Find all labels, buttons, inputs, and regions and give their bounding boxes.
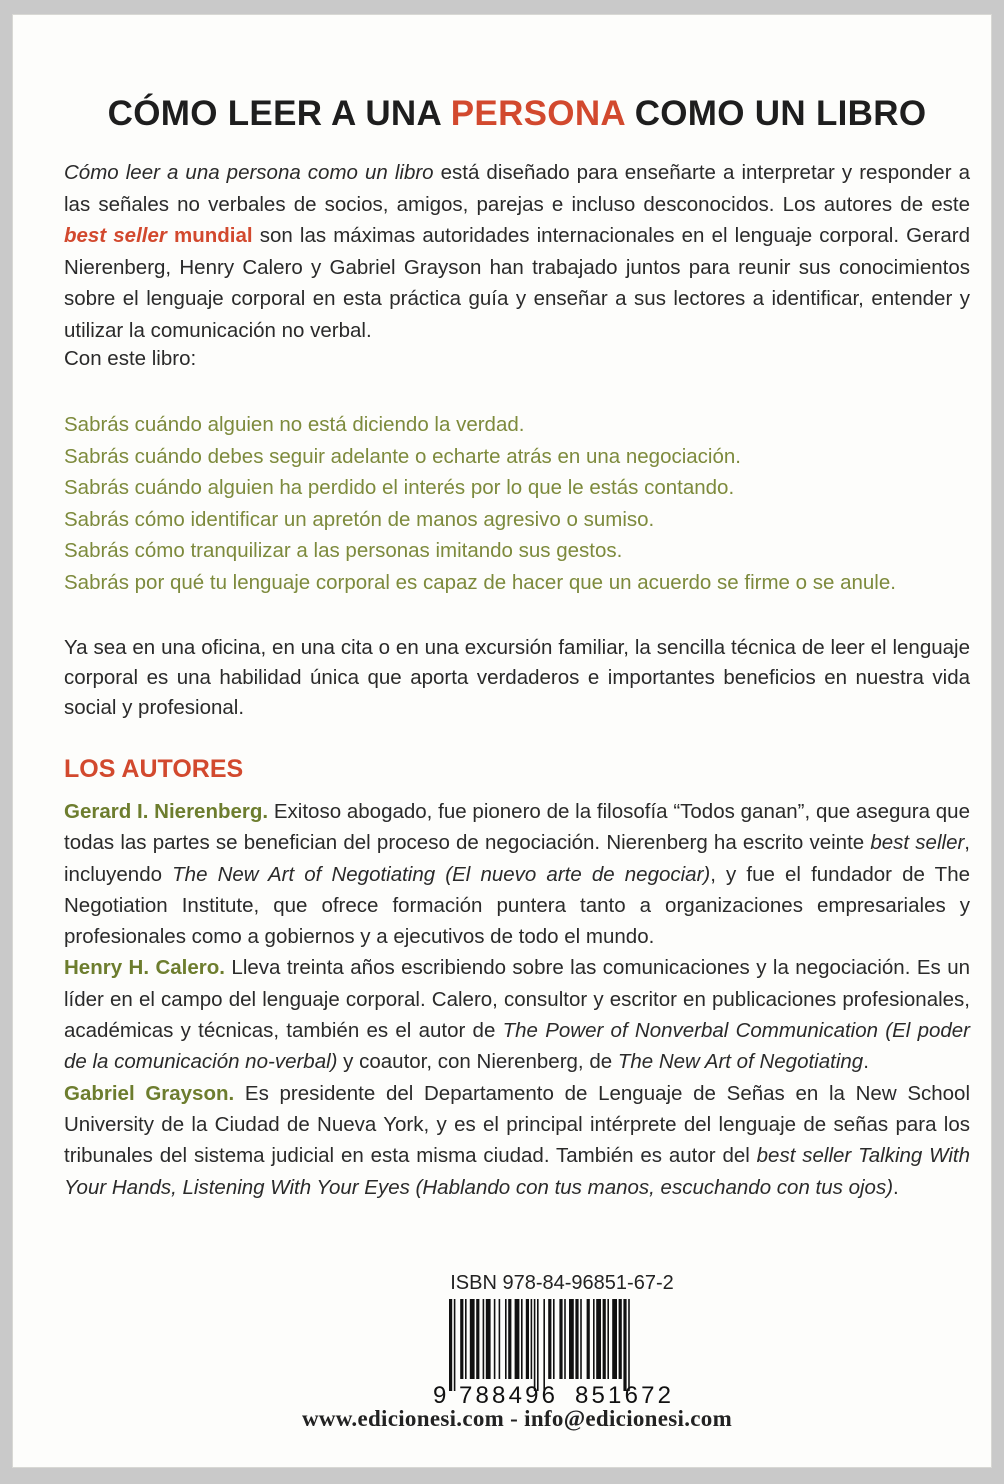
intro-best-seller: best seller bbox=[64, 224, 167, 247]
book-back-cover bbox=[12, 14, 992, 1468]
bio-text: Es presidente del Departamento de Lenguaje de Señas en la New School University de la Ciudad de Nueva York, y es el principal intérprete del lenguaje de señas para los tribunales del sistema judicial en esta misma ciudad. También es autor del bbox=[64, 1081, 970, 1168]
barcode-bar bbox=[537, 1299, 539, 1391]
intro-with-book: Con este libro: bbox=[64, 347, 197, 370]
bio-text: Lleva treinta años escribiendo sobre las comunicaciones y la negociación. Es un líder en el campo del lenguaje corporal. Calero, consultor y escritor en publicaciones profesionales, académicas y técnicas, también es el autor de bbox=[64, 956, 970, 1043]
barcode-bar bbox=[548, 1299, 551, 1379]
author-bio-gabriel bbox=[64, 1078, 970, 1203]
barcode-bar bbox=[628, 1299, 630, 1391]
barcode-bar bbox=[499, 1299, 501, 1379]
benefit-item: Sabrás cuándo debes seguir adelante o echarte atrás en una negociación. bbox=[64, 444, 741, 468]
barcode-bar bbox=[543, 1299, 545, 1391]
barcode-bar bbox=[553, 1299, 555, 1379]
bio-text: . bbox=[893, 1175, 899, 1199]
barcode-bar bbox=[526, 1299, 529, 1379]
author-bio-gerard bbox=[64, 796, 970, 952]
bio-italic: best seller Talking With Your Hands, Listening With Your Eyes (Hablando con tus manos, escuchando con tus ojos) bbox=[64, 1144, 970, 1199]
bio-italic: The New Art of Negotiating (El nuevo arte de negociar) bbox=[172, 862, 711, 886]
barcode-bar bbox=[515, 1299, 520, 1379]
intro-text1: está diseñado para enseñarte a interpretar y responder a las señales no verbales de socios, amigos, parejas e incluso desconocidos. Los autores de este bbox=[64, 161, 970, 216]
barcode-bar bbox=[486, 1299, 491, 1379]
barcode-bar bbox=[575, 1299, 578, 1379]
intro-paragraph bbox=[64, 157, 970, 346]
authors-heading: LOS AUTORES bbox=[64, 755, 244, 783]
barcode-bar bbox=[508, 1299, 511, 1379]
benefit-item: Sabrás cuándo alguien no está diciendo la verdad. bbox=[64, 413, 525, 436]
barcode-digits-right: 851672 bbox=[575, 1382, 671, 1409]
title-highlight: PERSONA bbox=[450, 94, 625, 133]
intro-mundial: mundial bbox=[166, 224, 253, 247]
author-name: Henry H. Calero. bbox=[64, 956, 225, 980]
bio-text: , incluyendo bbox=[64, 831, 970, 886]
benefit-item: Sabrás cómo tranquilizar a las personas imitando sus gestos. bbox=[64, 539, 623, 562]
barcode-bar bbox=[505, 1299, 507, 1379]
bio-italic: The Power of Nonverbal Communication (El poder de la comunicación no-verbal) bbox=[64, 1019, 971, 1074]
author-name: Gerard I. Nierenberg. bbox=[64, 800, 269, 823]
benefit-item: Sabrás cuándo alguien ha perdido el interés por lo que le estás contando. bbox=[64, 476, 735, 499]
barcode-bar bbox=[470, 1299, 475, 1379]
author-bio-henry bbox=[64, 952, 970, 1077]
barcode-image bbox=[427, 1299, 697, 1409]
barcode-bar bbox=[454, 1299, 456, 1391]
publisher-website: www.edicionesi.com - info@edicionesi.com bbox=[301, 1406, 733, 1431]
author-bios bbox=[64, 796, 970, 1203]
barcode-bar bbox=[494, 1299, 496, 1379]
barcode-bar bbox=[623, 1299, 626, 1391]
closing-paragraph: Ya sea en una oficina, en una cita o en una excursión familiar, la sencilla técnica de leer el lenguaje corporal es una habilidad única que aporta verdaderos e importantes beneficios en nuestra vida social y profesional. bbox=[64, 636, 970, 719]
bio-italic: best seller bbox=[870, 831, 965, 855]
author-name: Gabriel Grayson. bbox=[64, 1081, 235, 1105]
barcode-bar bbox=[593, 1299, 595, 1379]
barcode-bar bbox=[612, 1299, 617, 1379]
barcode-bar bbox=[580, 1299, 582, 1379]
bio-text: Exitoso abogado, fue pionero de la filosofía “Todos ganan”, que asegura que todas las partes se benefician del proceso de negociación. Nierenberg ha escrito veinte bbox=[64, 800, 970, 855]
barcode-bar bbox=[564, 1299, 566, 1379]
page-title bbox=[64, 94, 970, 134]
isbn-label: ISBN 978-84-96851-67-2 bbox=[450, 1272, 674, 1294]
barcode-bar bbox=[531, 1299, 533, 1379]
bio-text: y coautor, con Nierenberg, de bbox=[337, 1050, 618, 1074]
barcode-bar bbox=[559, 1299, 562, 1379]
barcode-bar bbox=[587, 1299, 590, 1379]
intro-text2: son las máximas autoridades internacionales en el lenguaje corporal. Gerard Nierenberg, Henry Calero y Gabriel Grayson han trabajado juntos para reunir sus conocimientos sobre el lenguaje corporal en esta práctica guía y enseñar a sus lectores a identificar, entender y utilizar la comunicación no verbal. bbox=[64, 224, 970, 342]
benefit-item: Sabrás por qué tu lenguaje corporal es capaz de hacer que un acuerdo se firme o se anule. bbox=[64, 570, 896, 594]
title-part1: CÓMO LEER A UNA bbox=[107, 94, 451, 133]
bio-text: . bbox=[863, 1050, 869, 1074]
barcode-bar bbox=[521, 1299, 523, 1379]
barcode-bar bbox=[483, 1299, 485, 1379]
intro-book-title: Cómo leer a una persona como un libro bbox=[64, 161, 434, 184]
barcode-bar bbox=[476, 1299, 479, 1379]
barcode-bar bbox=[596, 1299, 601, 1379]
barcode-bar bbox=[465, 1299, 467, 1379]
barcode-bar bbox=[569, 1299, 574, 1379]
isbn-barcode bbox=[427, 1272, 697, 1409]
title-part2: COMO UN LIBRO bbox=[624, 94, 927, 133]
barcode-bar bbox=[619, 1299, 622, 1379]
benefit-item: Sabrás cómo identificar un apretón de manos agresivo o sumiso. bbox=[64, 507, 655, 531]
bio-text: , y fue el fundador de The Negotiation Institute, que ofrece formación puntera tanto a organizaciones empresariales y profesionales como a gobiernos y a ejecutivos de todo el mundo. bbox=[64, 862, 970, 949]
barcode-bar bbox=[449, 1299, 452, 1391]
bio-italic: The New Art of Negotiating bbox=[617, 1050, 864, 1074]
benefits-list bbox=[64, 409, 984, 598]
barcode-digit-first: 9 bbox=[433, 1382, 447, 1409]
barcode-bar bbox=[534, 1299, 536, 1391]
barcode-bar bbox=[607, 1299, 609, 1379]
barcode-bar bbox=[603, 1299, 606, 1379]
barcode-digits-left: 788496 bbox=[459, 1382, 555, 1409]
barcode-bar bbox=[460, 1299, 463, 1379]
